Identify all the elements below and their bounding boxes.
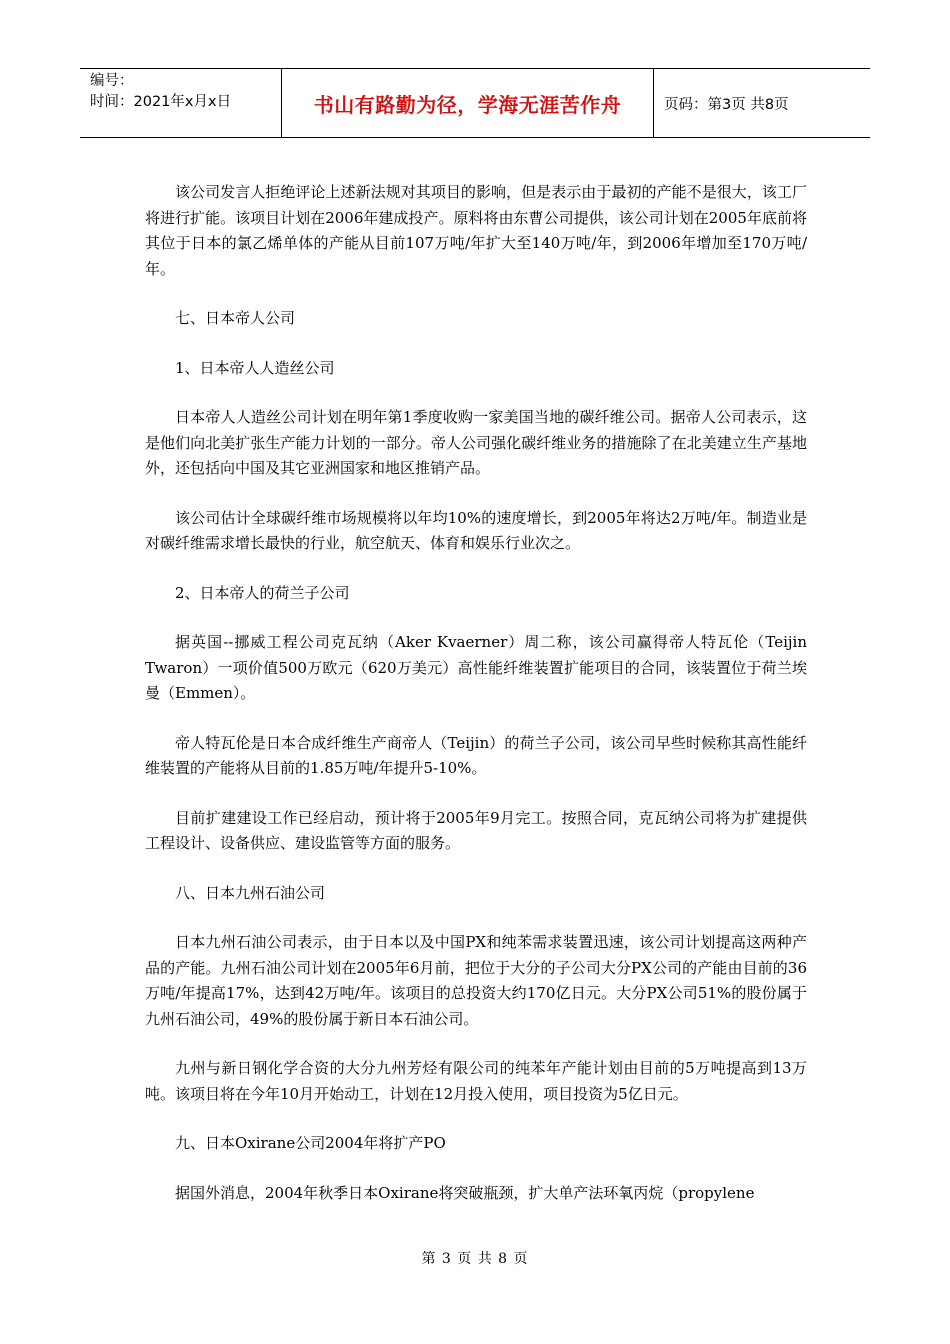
paragraph: 日本帝人人造丝公司计划在明年第1季度收购一家美国当地的碳纤维公司。据帝人公司表示，这是他们向北美扩张生产能力计划的一部分。帝人公司强化碳纤维业务的措施除了在北美建立生产基地外，还包括向中国及其它亚洲国家和地区推销产品。	[145, 408, 807, 477]
header-meta	[80, 69, 282, 137]
paragraph: 帝人特瓦伦是日本合成纤维生产商帝人（Teijin）的荷兰子公司，该公司早些时候称其高性能纤维装置的产能将从目前的1.85万吨/年提升5-10%。	[145, 733, 807, 777]
header-motto: 书山有路勤为径，学海无涯苦作舟	[282, 69, 654, 137]
document-body	[145, 180, 807, 1230]
page-header	[80, 68, 870, 138]
paragraph: 目前扩建建设工作已经启动，预计将于2005年9月完工。按照合同，克瓦纳公司将为扩建提供工程设计、设备供应、建设监管等方面的服务。	[145, 808, 807, 852]
section-heading: 八、日本九州石油公司	[175, 883, 326, 902]
header-page-info: 页码：第3页 共8页	[664, 96, 789, 113]
paragraph: 该公司发言人拒绝评论上述新法规对其项目的影响，但是表示由于最初的产能不是很大，该工厂将进行扩能。该项目计划在2006年建成投产。原料将由东曹公司提供，该公司计划在2005年底前将其位于日本的氯乙烯单体的产能从目前107万吨/年扩大至140万吨/年，到2006年增加至170万吨/年。	[145, 183, 807, 278]
paragraph: 该公司估计全球碳纤维市场规模将以年均10%的速度增长，到2005年将达2万吨/年。制造业是对碳纤维需求增长最快的行业，航空航天、体育和娱乐行业次之。	[145, 508, 807, 552]
number-label: 编号：	[90, 73, 134, 89]
section-heading: 九、日本Oxirane公司2004年将扩产PO	[175, 1134, 446, 1152]
paragraph: 据英国--挪威工程公司克瓦纳（Aker Kvaerner）周二称，该公司赢得帝人特瓦伦（Teijin Twaron）一项价值500万欧元（620万美元）高性能纤维装置扩能项目的合同，该装置位于荷兰埃曼（Emmen）。	[145, 633, 807, 702]
paragraph: 九州与新日钢化学合资的大分九州芳烃有限公司的纯苯年产能计划由目前的5万吨提高到13万吨。该项目将在今年10月开始动工，计划在12月投入使用，项目投资为5亿日元。	[145, 1059, 807, 1103]
page-footer: 第 3 页 共 8 页	[421, 1251, 529, 1267]
subsection-heading: 1、日本帝人人造丝公司	[175, 358, 335, 377]
time-label: 时间：2021年x月x日	[90, 94, 232, 110]
section-heading: 七、日本帝人公司	[175, 309, 296, 327]
paragraph: 日本九州石油公司表示，由于日本以及中国PX和纯苯需求装置迅速，该公司计划提高这两种产品的产能。九州石油公司计划在2005年6月前，把位于大分的子公司大分PX公司的产能由目前的36万吨/年提高17%，达到42万吨/年。该项目的总投资大约170亿日元。大分PX公司51%的股份属于九州石油公司，49%的股份属于新日本石油公司。	[145, 933, 807, 1028]
subsection-heading: 2、日本帝人的荷兰子公司	[175, 583, 350, 602]
paragraph: 据国外消息，2004年秋季日本Oxirane将突破瓶颈，扩大单产法环氧丙烷（propylene	[175, 1183, 755, 1202]
